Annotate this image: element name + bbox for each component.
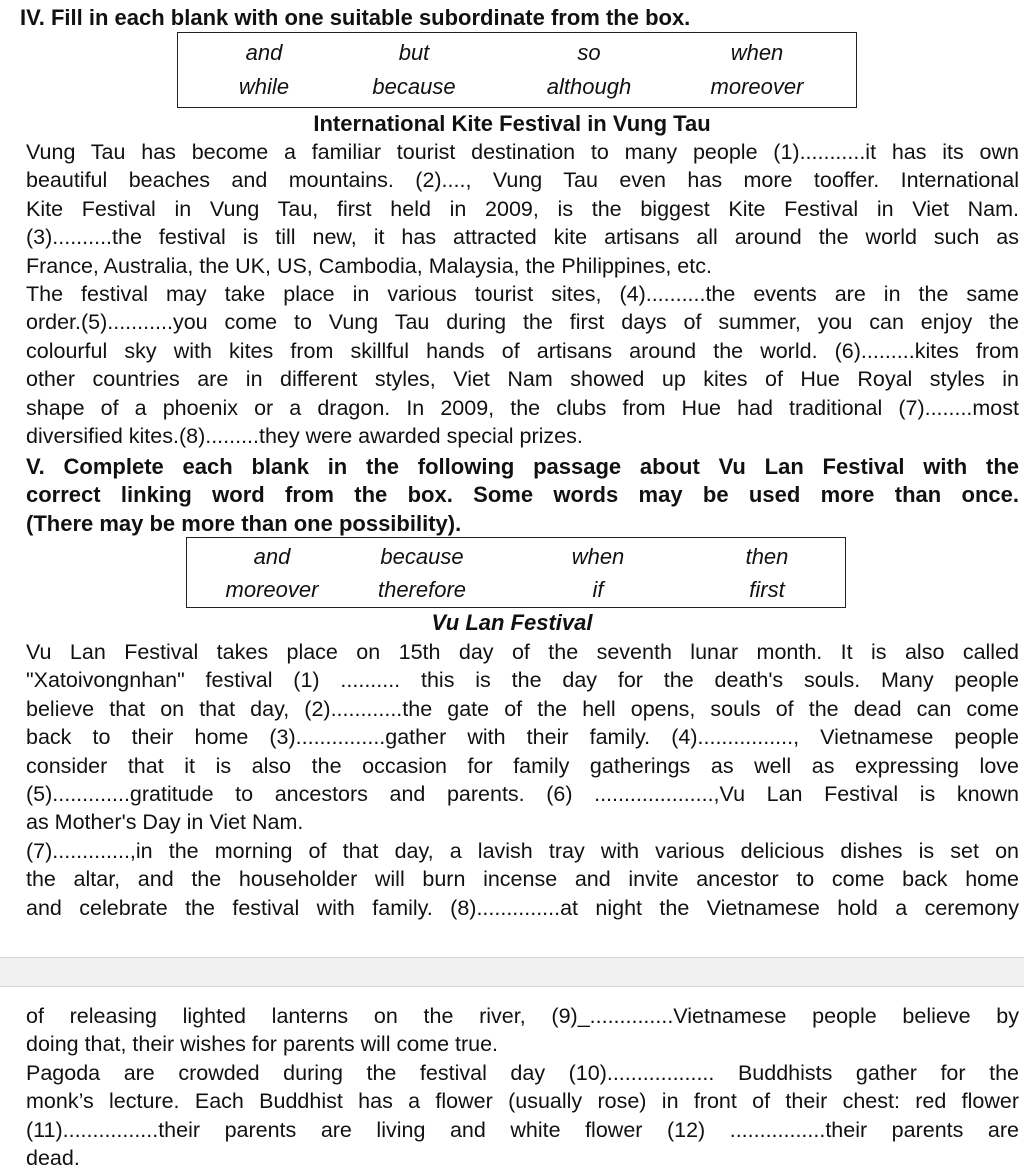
passage-line: (7).............,in the morning of that day, a lavish tray with various delicious dishes is set on — [26, 838, 1019, 863]
passage-line: shape of a phoenix or a dragon. In 2009, the clubs from Hue had traditional (7)........most — [26, 395, 1019, 420]
vu-lan-passage-title: Vu Lan Festival — [431, 610, 593, 635]
passage-line: France, Australia, the UK, US, Cambodia, Malaysia, the Philippines, etc. — [26, 253, 712, 278]
passage-line: monk’s lecture. Each Buddhist has a flower (usually rose) in front of their chest: red flower — [26, 1089, 1019, 1114]
word-box-cell: and — [245, 40, 283, 65]
word-box-cell: but — [398, 40, 430, 65]
passage-line: diversified kites.(8).........they were awarded special prizes. — [26, 424, 583, 449]
kite-passage — [26, 138, 1019, 450]
passage-line: Pagoda are crowded during the festival day (10).................. Buddhists gather for the — [26, 1060, 1019, 1085]
passage-line: of releasing lighted lanterns on the river, (9)_..............Vietnamese people believe by — [26, 1004, 1019, 1028]
section-iv-title: IV. Fill in each blank with one suitable subordinate from the box. — [20, 5, 691, 30]
passage-line: doing that, their wishes for parents will come true. — [26, 1032, 499, 1057]
passage-line: Vung Tau has become a familiar tourist destination to many people (1)...........it has its own — [26, 140, 1019, 164]
passage-line: (3)..........the festival is till new, it has attracted kite artisans all around the world such as — [26, 225, 1019, 250]
word-box-cell: while — [238, 74, 290, 99]
vu-lan-passage-continued — [26, 1002, 1019, 1172]
word-box-cell: so — [577, 40, 601, 65]
passage-line: believe that on that day, (2)............the gate of the hell opens, souls of the dead can come — [26, 696, 1019, 721]
word-box-cell: when — [730, 40, 784, 65]
section-v-title-line: (There may be more than one possibility). — [26, 510, 462, 536]
passage-line: as Mother's Day in Viet Nam. — [26, 810, 304, 835]
kite-passage-title: International Kite Festival in Vung Tau — [313, 111, 711, 136]
word-box-cell: therefore — [377, 577, 467, 602]
passage-line: consider that it is also the occasion for family gatherings as well as expressing love — [26, 753, 1019, 778]
word-box-cell: and — [253, 544, 291, 569]
vu-lan-passage — [26, 638, 1019, 922]
passage-line: the altar, and the householder will burn incense and invite ancestor to come back home — [26, 867, 1019, 892]
passage-line: beautiful beaches and mountains. (2)...., Vung Tau even has more tooffer. International — [26, 168, 1019, 193]
word-box-cell: when — [571, 544, 625, 569]
page-break-band — [0, 957, 1024, 987]
passage-line: The festival may take place in various tourist sites, (4)..........the events are in the same — [26, 282, 1019, 307]
passage-line: colourful sky with kites from skillful hands of artisans around the world. (6).........kites from — [26, 338, 1019, 363]
word-box-cell: if — [592, 577, 604, 602]
passage-line: other countries are in different styles, Viet Nam showed up kites of Hue Royal styles in — [26, 367, 1019, 392]
passage-line: (11)................their parents are living and white flower (12) ................their parents are — [26, 1117, 1019, 1142]
word-box-cell: moreover — [225, 577, 319, 602]
section-iv-word-box — [177, 32, 857, 108]
word-box-cell: because — [380, 544, 464, 569]
passage-line: "Xatoivongnhan" festival (1) .......... this is the day for the death's souls. Many people — [26, 668, 1019, 693]
passage-line: (5).............gratitude to ancestors and parents. (6) ....................,Vu Lan Festival is known — [26, 782, 1019, 807]
passage-line: back to their home (3)...............gather with their family. (4)................, Vietnamese people — [26, 725, 1019, 750]
word-box-cell: first — [749, 577, 785, 602]
passage-line: and celebrate the festival with family. (8)..............at night the Vietnamese hold a ceremony — [26, 895, 1019, 920]
section-v-word-box — [186, 537, 846, 608]
passage-line: Kite Festival in Vung Tau, first held in 2009, is the biggest Kite Festival in Viet Nam. — [26, 196, 1019, 221]
passage-line: dead. — [26, 1146, 80, 1171]
section-v-title-line: correct linking word from the box. Some words may be used more than once. — [26, 482, 1019, 508]
section-v-title — [26, 453, 1019, 538]
passage-line: Vu Lan Festival takes place on 15th day of the seventh lunar month. It is also called — [26, 640, 1019, 664]
word-box-cell: although — [546, 74, 632, 99]
passage-line: order.(5)...........you come to Vung Tau during the first days of summer, you can enjoy the — [26, 310, 1019, 335]
section-v-title-line: V. Complete each blank in the following passage about Vu Lan Festival with the — [26, 454, 1019, 479]
word-box-cell: because — [372, 74, 456, 99]
word-box-cell: moreover — [710, 74, 804, 99]
word-box-cell: then — [745, 544, 789, 569]
